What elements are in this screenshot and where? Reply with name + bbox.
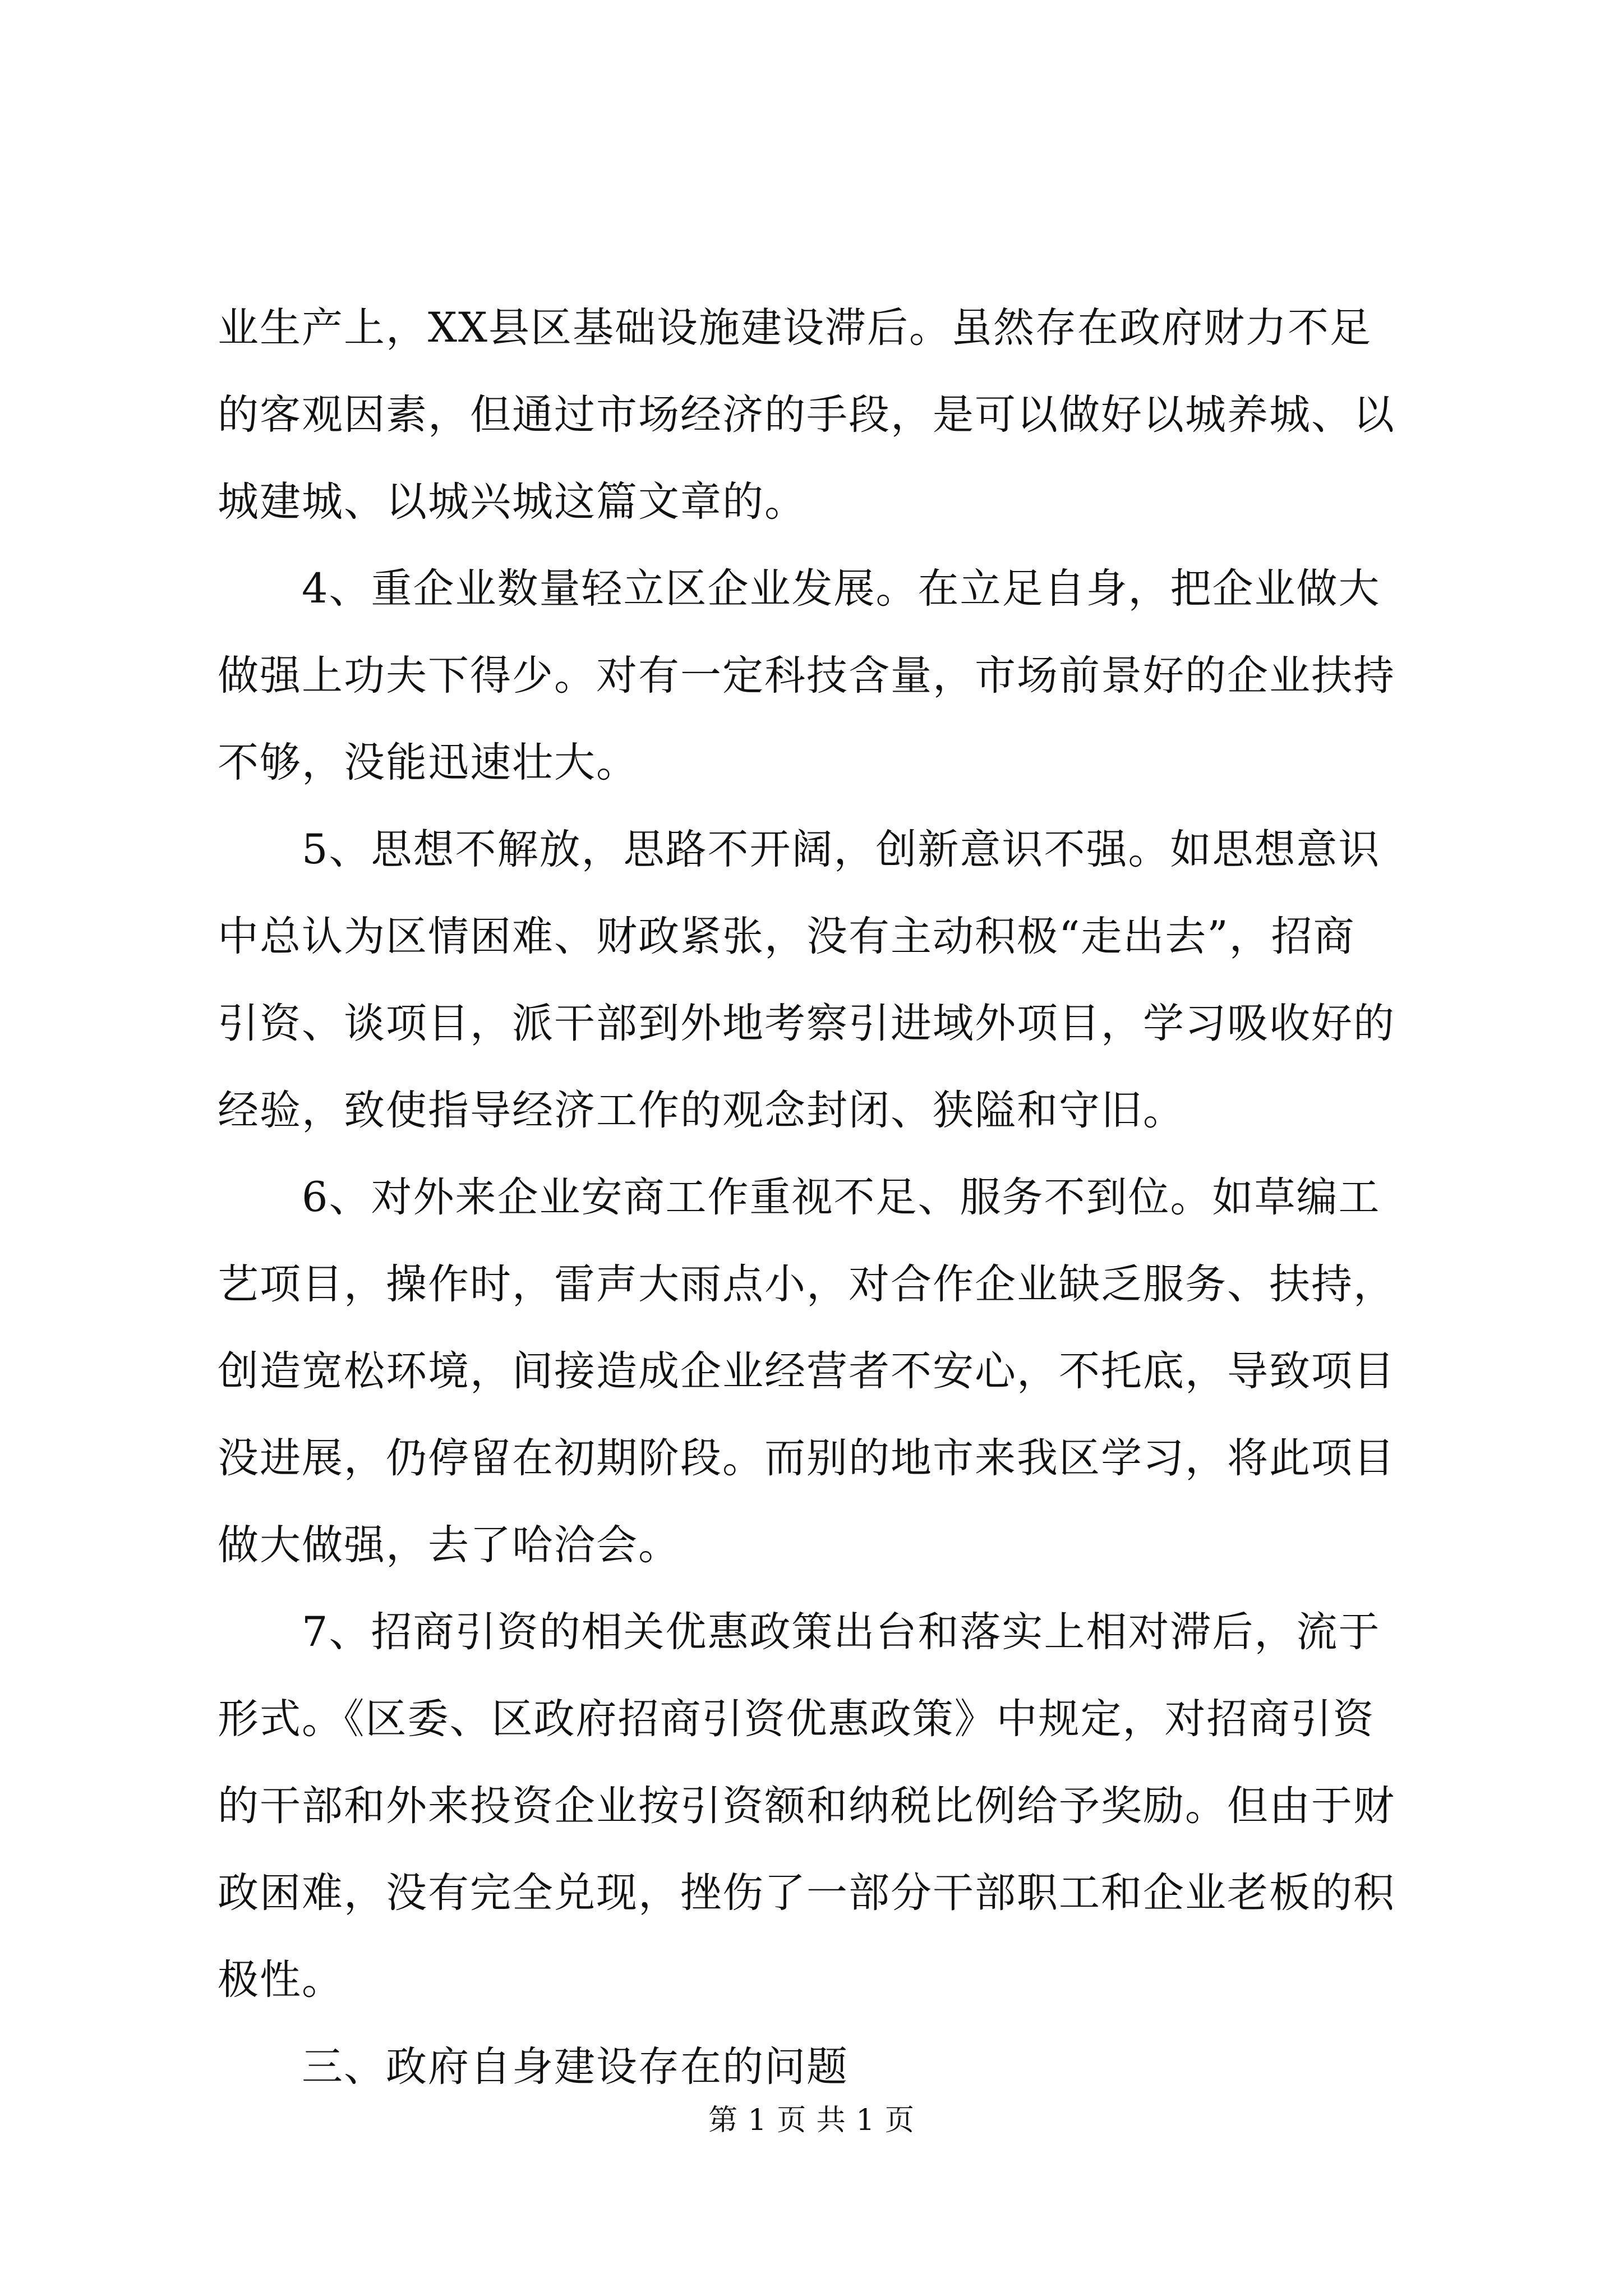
page-number-footer: 第 1 页 共 1 页 [708,2104,915,2137]
text-line: 业生产上，XX县区基础设施建设滞后。虽然存在政府财力不足 [218,304,1372,352]
paragraph-5-start: 5、思想不解放，思路不开阔，创新意识不强。如思想意识 [302,826,1381,873]
text-line: 艺项目，操作时，雷声大雨点小，对合作企业缺乏服务、扶持， [218,1260,1395,1308]
text-line: 的客观因素，但通过市场经济的手段，是可以做好以城养城、以 [218,391,1395,439]
paragraph-4-start: 4、重企业数量轻立区企业发展。在立足自身，把企业做大 [302,565,1381,613]
text-line: 形式。《区委、区政府招商引资优惠政策》中规定，对招商引资 [218,1695,1375,1743]
section-heading: 三、政府自身建设存在的问题 [302,2043,849,2091]
text-line: 经验，致使指导经济工作的观念封闭、狭隘和守旧。 [218,1087,1185,1134]
paragraph-7-start: 7、招商引资的相关优惠政策出台和落实上相对滞后，流于 [302,1608,1381,1656]
text-line: 没进展，仍停留在初期阶段。而别的地市来我区学习，将此项目 [218,1434,1395,1482]
text-line: 城建城、以城兴城这篇文章的。 [218,478,806,526]
text-line: 做强上功夫下得少。对有一定科技含量，市场前景好的企业扶持 [218,652,1395,700]
text-line: 创造宽松环境，间接造成企业经营者不安心，不托底，导致项目 [218,1347,1395,1395]
text-line: 极性。 [218,1956,344,2004]
text-line: 引资、谈项目，派干部到外地考察引进域外项目，学习吸收好的 [218,1000,1395,1047]
text-line: 做大做强，去了哈洽会。 [218,1521,680,1569]
text-line: 政困难，没有完全兑现，挫伤了一部分干部职工和企业老板的积 [218,1869,1395,1917]
text-line: 不够，没能迅速壮大。 [218,739,638,786]
paragraph-6-start: 6、对外来企业安商工作重视不足、服务不到位。如草编工 [302,1174,1381,1221]
text-line: 的干部和外来投资企业按引资额和纳税比例给予奖励。但由于财 [218,1782,1395,1830]
text-line: 中总认为区情困难、财政紧张，没有主动积极“走出去”，招商 [218,913,1355,960]
